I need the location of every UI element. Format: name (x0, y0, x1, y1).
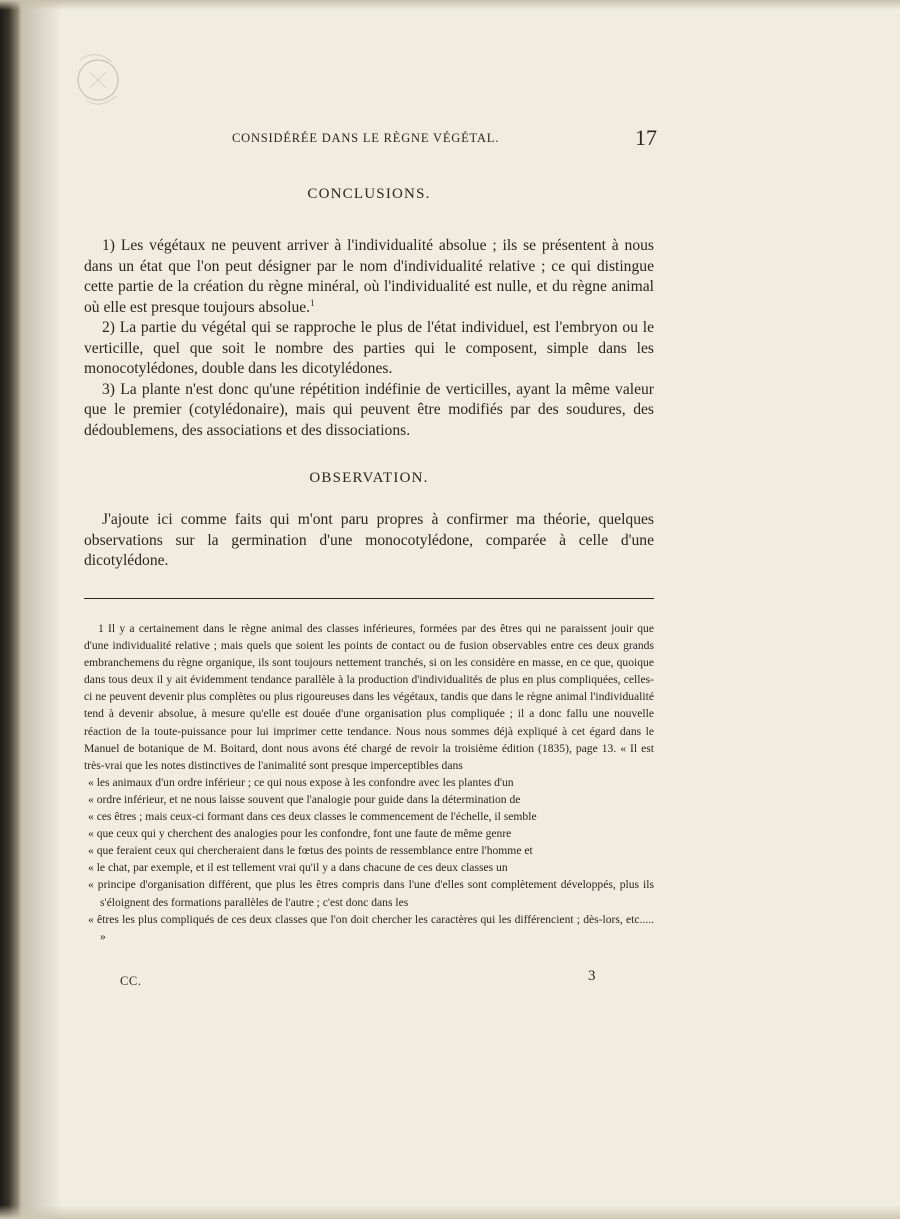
conclusions-body (84, 236, 654, 441)
page-top-edge (0, 0, 900, 10)
sheet-number: 3 (588, 968, 596, 984)
running-head (232, 125, 657, 152)
footnote-quote-line: « principe d'organisation différent, que plus les êtres compris dans l'une d'elles sont complètement développés, plus ils s'éloignent des formations parallèles de l'autre ; c'est donc dans les (88, 878, 654, 909)
footnote-quote-line: « que ceux qui y cherchent des analogies pour les confondre, font une faute de même genre (88, 827, 512, 841)
footnote-quote-line: « que feraient ceux qui chercheraient dans le fœtus des points de ressemblance entre l'homme et (88, 844, 533, 858)
conclusion-paragraph-2: 2) La partie du végétal qui se rapproche le plus de l'état individuel, est l'embryon ou le verticille, quel que soit le nombre des parties qui le composent, simple dans les monocotylédones, double dans les dicotylédones. (84, 319, 654, 377)
page-number: 17 (635, 125, 657, 150)
footnote-rule (84, 598, 654, 599)
footnote-quote-line: « ces êtres ; mais ceux-ci formant dans ces deux classes le commencement de l'échelle, il semble (88, 810, 537, 824)
observation-paragraph: J'ajoute ici comme faits qui m'ont paru propres à confirmer ma théorie, quelques observations sur la germination d'une monocotylédone, comparée à celle d'une dicotylédone. (84, 511, 654, 569)
library-stamp-icon (60, 40, 130, 120)
footnote-reference: 1 (310, 297, 315, 308)
conclusions-heading: CONCLUSIONS. (307, 186, 431, 202)
footnote-intro: 1 Il y a certainement dans le règne animal des classes inférieures, formées par des êtres qui ne paraissent jouir que d'une individualité relative ; mais quels que soient les points de contact ou de fusion observables entre ces deux grands embranchemens du règne organique, ils sont toujours nettement tranchés, si on les considère en masse, en ce que, quoique dans tous deux il y ait évidemment tendance parallèle à la production d'individualités de plus en plus compliquées, celles-ci ne peuvent devenir plus complètes ou plus rigoureuses dans les végétaux, tandis que dans le règne animal l'individualité tend à devenir absolue, à mesure qu'elle est douée d'une organisation plus compliquée ; il a donc fallu une nouvelle réaction de la toute-puissance pour lui imprimer cette tendance. Nous nous sommes déjà expliqué à cet égard dans le Manuel de botanique de M. Boitard, dont nous avons été chargé de revoir la troisième édition (1835), page 13. « Il est très-vrai que les notes distinctives de l'animalité sont presque imperceptibles dans (84, 622, 654, 772)
running-title: CONSIDÉRÉE DANS LE RÈGNE VÉGÉTAL. (232, 131, 500, 145)
conclusion-paragraph-1: 1) Les végétaux ne peuvent arriver à l'individualité absolue ; ils se présentent à nous dans un état que l'on peut désigner par le nom d'individualité relative ; ce qui distingue cette partie de la création du règne minéral, où l'individualité est nulle, et du règne animal où elle est presque toujours absolue.$^1$ (84, 237, 654, 316)
observation-heading: OBSERVATION. (309, 470, 429, 486)
conclusion-paragraph-3: 3) La plante n'est donc qu'une répétition indéfinie de verticilles, ayant la même valeur que le premier (cotylédonaire), mais qui peuvent être modifiés par des soudures, des dédoublemens, des associations et des dissociations. (84, 380, 654, 439)
footnote-quote-line: « ordre inférieur, et ne nous laisse souvent que l'analogie pour guide dans la détermination de (88, 792, 521, 806)
page-bottom-edge (0, 1205, 900, 1219)
footnote-quote-line: « le chat, par exemple, et il est tellement vrai qu'il y a dans chacune de ces deux classes un (88, 861, 508, 875)
signature-mark: CC. (120, 974, 142, 988)
footnote-quote-line: « les animaux d'un ordre inférieur ; ce qui nous expose à les confondre avec les plantes d'un (88, 775, 514, 789)
footnote-block (84, 620, 654, 945)
footnote-quote-line: « êtres les plus compliqués de ces deux classes que l'on doit chercher les caractères qui les différencient ; dès-lors, etc..... » (88, 912, 654, 943)
book-binding-edge (0, 0, 22, 1219)
observation-body (84, 510, 654, 572)
gutter-shadow (22, 0, 62, 1219)
